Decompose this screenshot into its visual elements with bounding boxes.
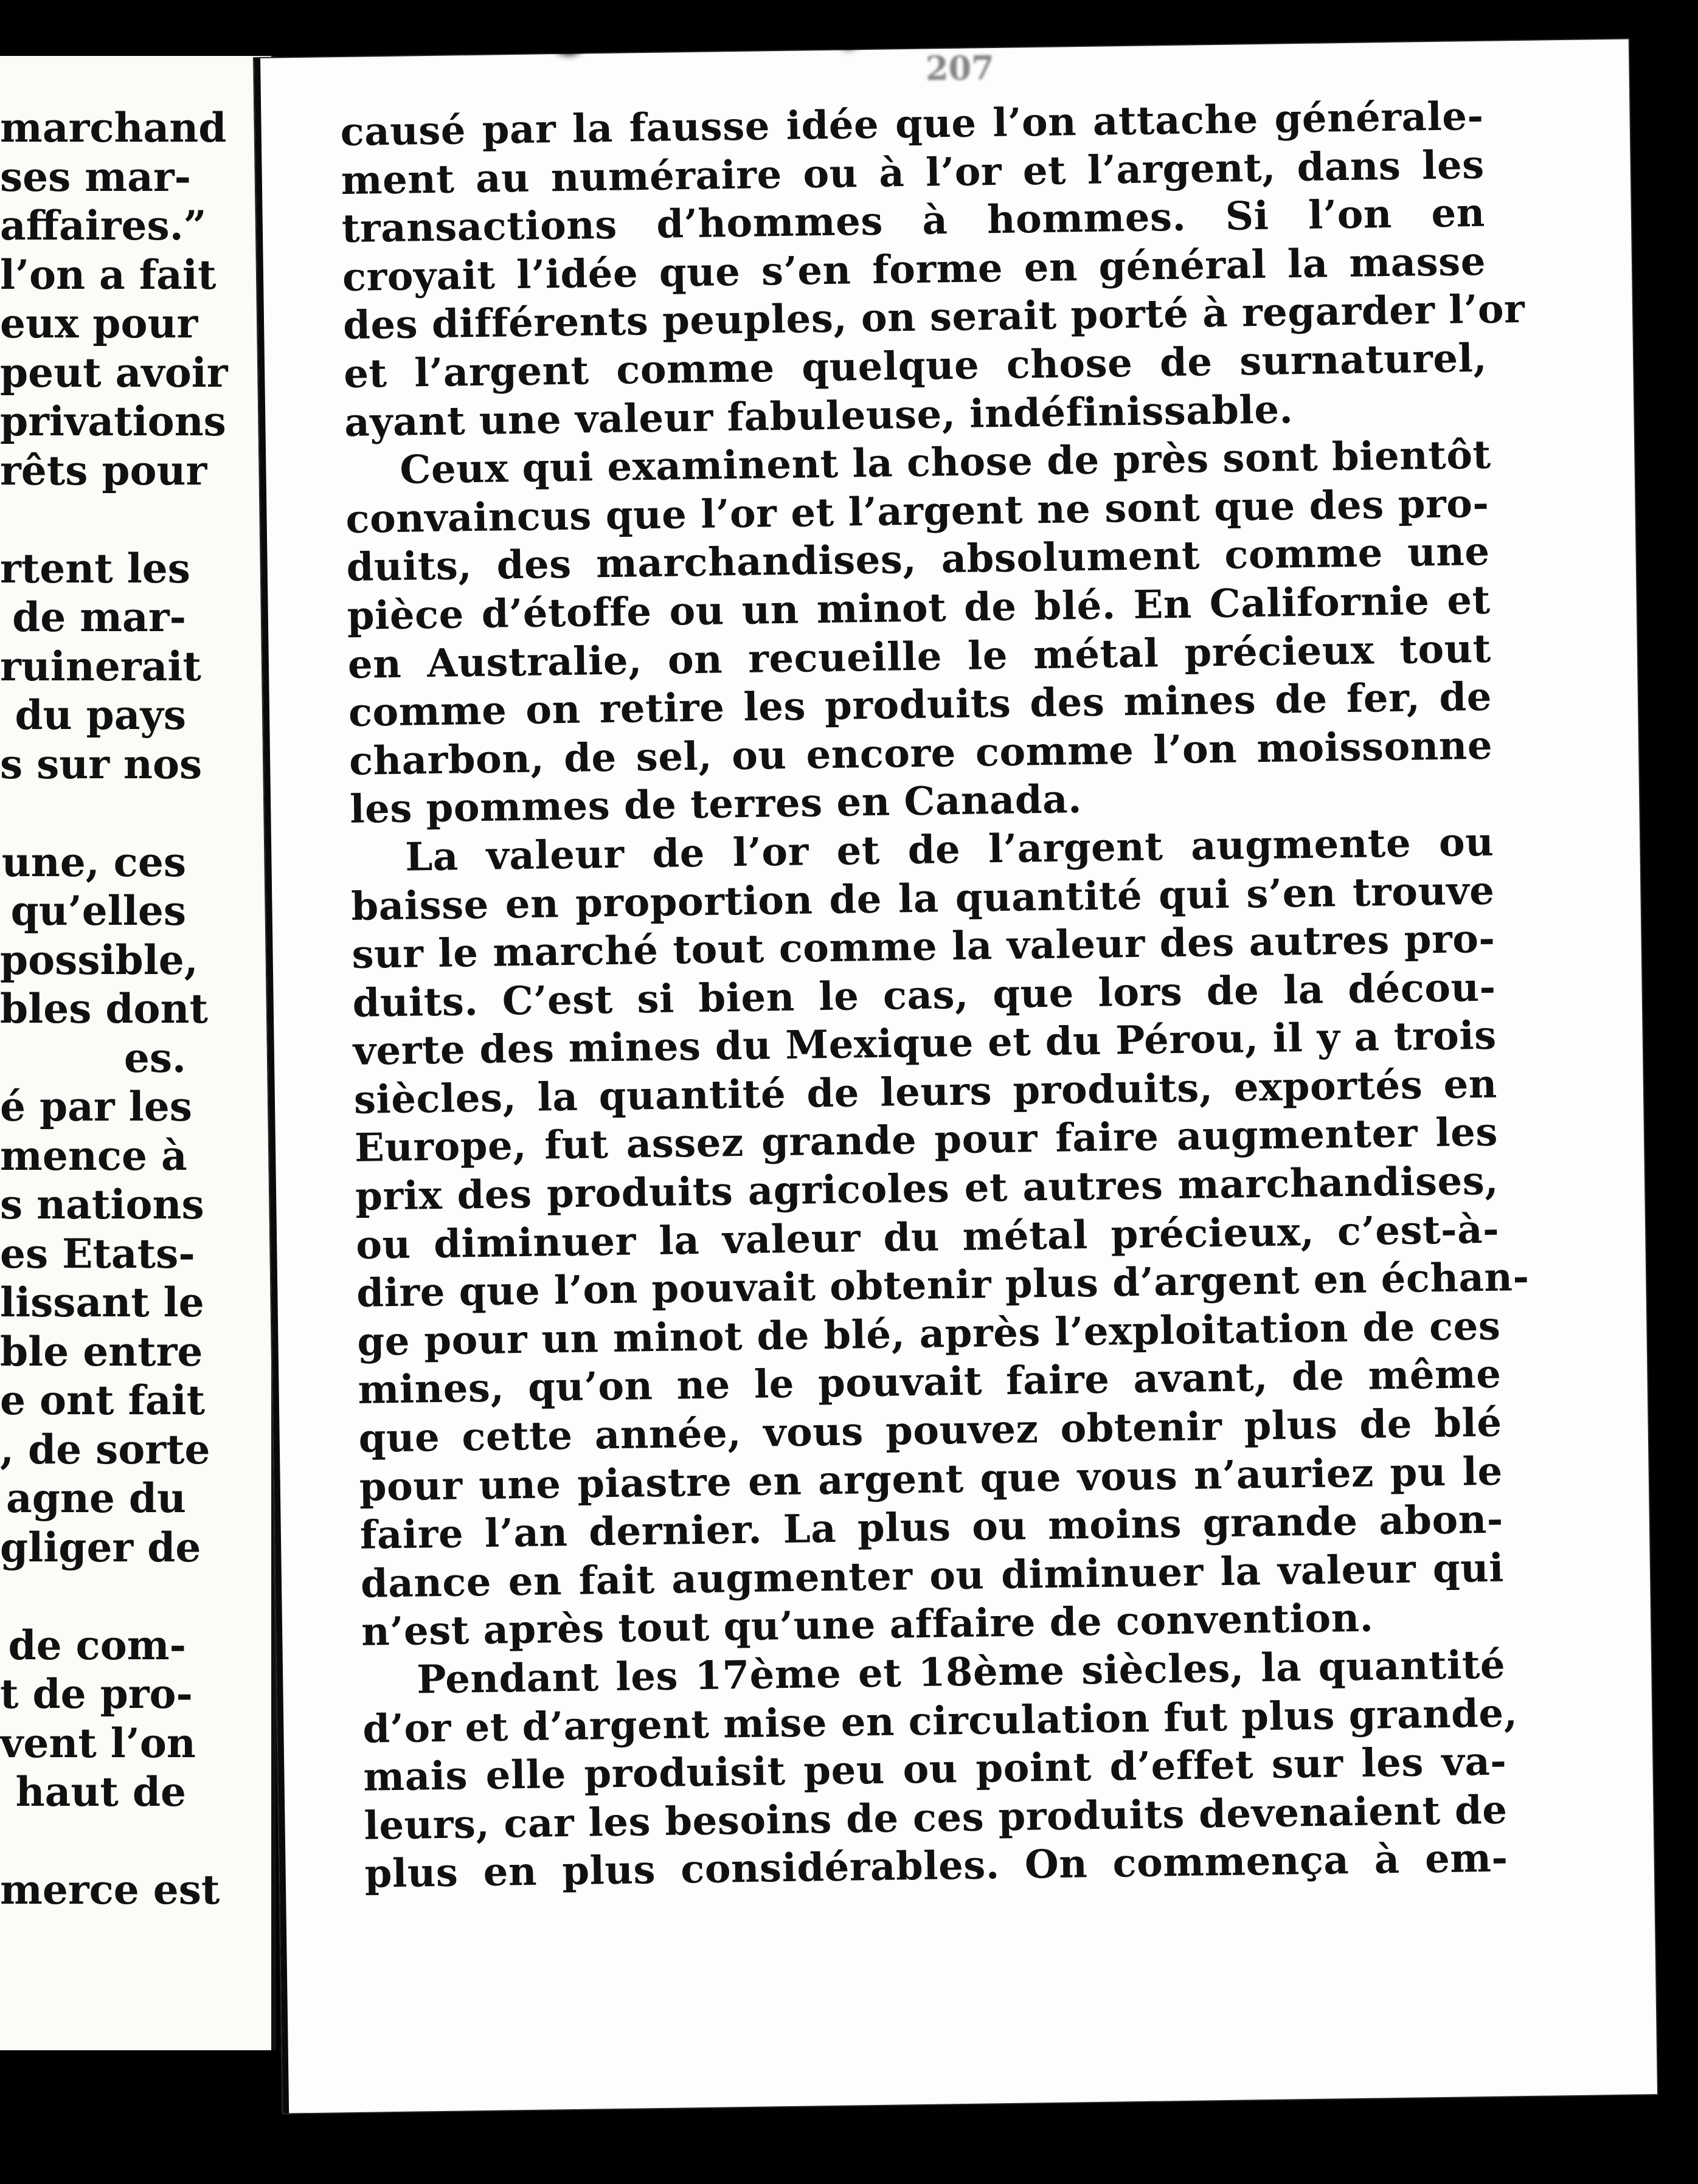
text-line: baisse en proportion de la quantité qui s’en trouve [350,868,1495,930]
left-page-line: s sur nos [0,740,203,788]
left-facing-page [0,56,276,2050]
left-page-line: marchand [0,104,227,151]
text-line: causé par la fausse idée que l’on attache générale- [340,93,1485,156]
left-page-line [0,1572,186,1621]
left-page-line: affaires.” [0,202,207,249]
left-page-line [0,495,186,544]
left-page-line [0,1817,186,1866]
text-line: ge pour un minot de blé, après l’exploitation de ces [356,1303,1501,1365]
text-line: d’or et d’argent mise en circulation fut plus grande, [362,1690,1518,1752]
text-line: sur le marché tout comme la valeur des autres pro- [352,916,1495,978]
left-page-line: l’on a fait [0,251,217,299]
text-line: transactions d’hommes à hommes. Si l’on en [341,190,1486,252]
left-page-line: e ont fait [0,1377,206,1424]
right-page [254,39,1657,2113]
left-page-line: t de pro- [0,1670,193,1718]
left-page-line: du pays [15,691,186,739]
left-page-line: eux pour [0,300,198,347]
text-line: comme on retire les produits des mines de fer, de [348,674,1492,736]
left-page-line: rêts pour [0,446,207,494]
left-page-line: de mar- [12,593,186,641]
text-line: Ceux qui examinent la chose de près sont bientôt [399,432,1492,493]
left-page-line: é par les [0,1083,192,1130]
text-line: duits, des marchandises, absolument comme une [346,529,1491,591]
left-page-line: , de sorte [0,1425,210,1473]
text-line: Europe, fut assez grande pour faire augmenter les [354,1110,1499,1172]
text-line: faire l’an dernier. La plus ou moins grande abon- [359,1496,1504,1559]
left-page-line: ruinerait [0,642,201,690]
left-page-line: agne du [5,1474,186,1522]
text-line: leurs, car les besoins de ces produits devenaient de [364,1787,1508,1849]
text-line: que cette année, vous pouvez obtenir plus de blé [358,1400,1503,1462]
left-page-line: merce est [0,1866,220,1913]
left-page-line: ble entre [0,1327,203,1375]
text-line: ayant une valeur fabuleuse, indéfinissable. [344,386,1294,446]
text-line: prix des produits agricoles et autres marchandises, [355,1158,1499,1220]
text-line: Pendant les 17ème et 18ème siècles, la quantité [416,1642,1506,1703]
left-page-line: possible, [0,936,198,984]
left-page-line: haut de [15,1768,186,1816]
text-line: mines, qu’on ne le pouvait faire avant, de même [358,1352,1502,1414]
left-page-line: bles dont [0,985,208,1032]
left-page-line: es Etats- [0,1229,195,1277]
left-page-line: vent l’on [0,1719,196,1767]
left-page-line: ses mar- [0,153,192,201]
top-shadow-blot [547,0,590,55]
text-line: La valeur de l’or et de l’argent augmente ou [404,819,1494,880]
text-line: plus en plus considérables. On commença à em- [364,1835,1509,1898]
text-line: pour une piastre en argent que vous n’auriez pu le [359,1448,1503,1510]
text-line: croyait l’idée que s’en forme en général la masse [342,238,1486,300]
text-line: ou diminuer la valeur du métal précieux, c’est-à- [355,1206,1500,1268]
text-line: en Australie, on recueille le métal précieux tout [347,626,1492,688]
text-line: ment au numéraire ou à l’or et l’argent, dans les [341,142,1485,204]
top-shadow-blot [833,0,864,49]
text-line: verte des mines du Mexique et du Pérou, il y a trois [353,1012,1497,1075]
left-page-line: s nations [0,1181,204,1228]
left-page-line: de com- [8,1621,186,1669]
text-line: convaincus que l’or et l’argent ne sont que des pro- [345,480,1489,542]
left-page-line: es. [123,1034,186,1082]
text-line: pièce d’étoffe ou un minot de blé. En Californie et [347,577,1491,639]
text-line: dance en fait augmenter ou diminuer la valeur qui [360,1545,1505,1607]
left-page-line: qu’elles [10,887,186,935]
left-page-line: gliger de [0,1523,201,1571]
text-line: siècles, la quantité de leurs produits, exportés en [353,1061,1498,1123]
left-page-line: une, ces [1,838,186,886]
text-line: les pommes de terres en Canada. [349,776,1083,833]
left-page-line: rtent les [0,544,190,592]
body-text [340,92,1530,1899]
text-line: charbon, de sel, ou encore comme l’on moissonne [348,722,1493,784]
text-line: mais elle produisit peu ou point d’effet sur les va- [362,1738,1507,1800]
left-page-line: lissant le [0,1279,204,1326]
text-line: duits. C’est si bien le cas, que lors de la décou- [352,964,1497,1026]
text-line: et l’argent comme quelque chose de surnaturel, [343,335,1488,397]
text-line: dire que l’on pouvait obtenir plus d’argent en échan- [356,1254,1530,1317]
top-shadow-blot [937,0,973,43]
left-page-text [0,103,228,1915]
left-page-line: peut avoir [0,348,228,396]
text-line: n’est après tout qu’une affaire de convention. [361,1595,1374,1656]
text-line: des différents peuples, on serait porté à regarder l’or [342,286,1525,349]
left-page-line: mence à [0,1132,187,1180]
left-page-line: privations [0,398,226,445]
page-number: 207 [925,48,995,88]
left-page-line [0,789,186,838]
